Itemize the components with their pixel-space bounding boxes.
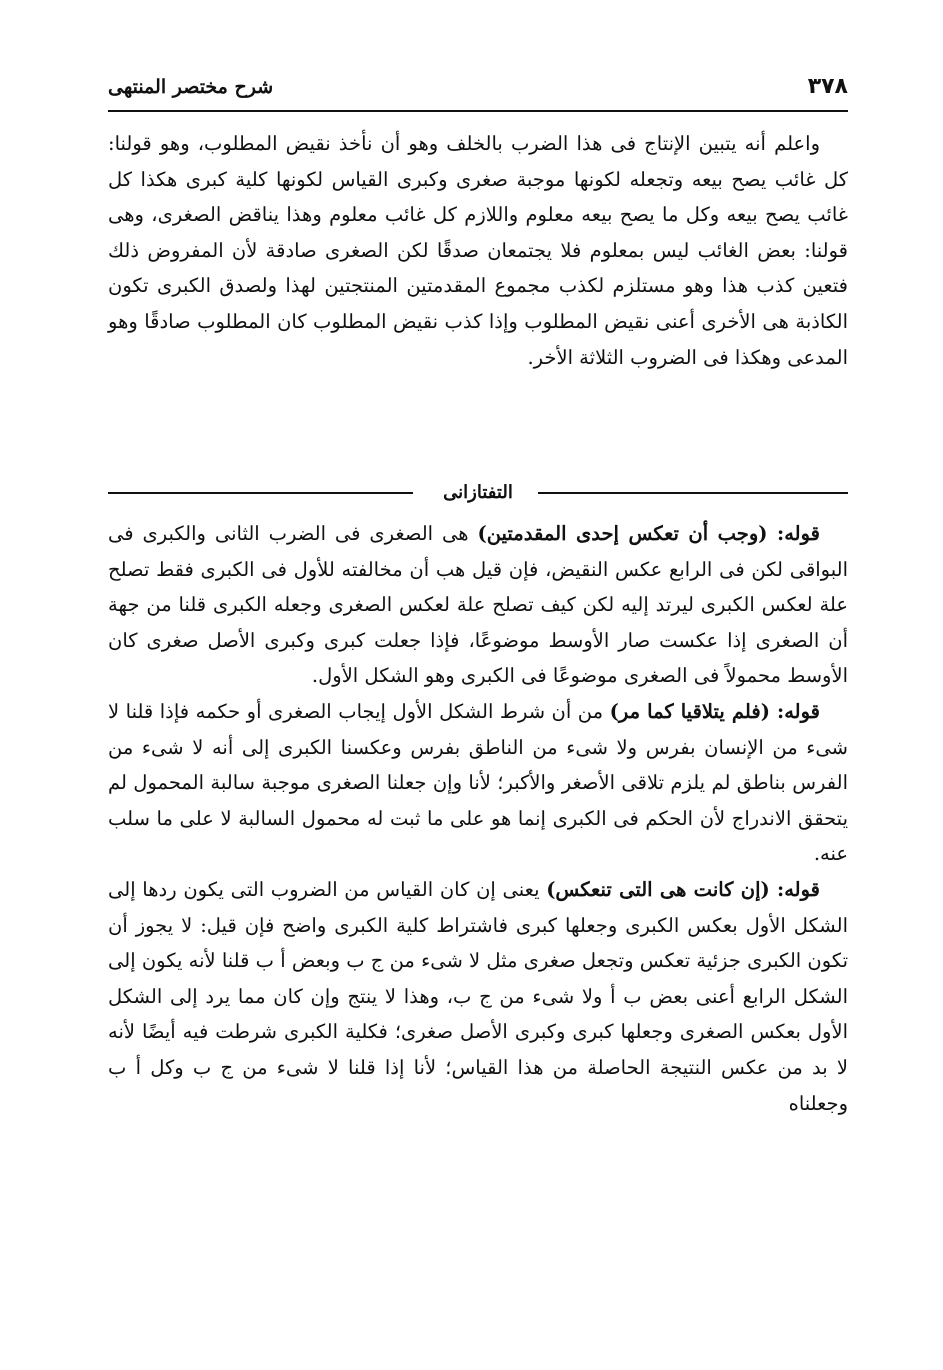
running-title: شرح مختصر المنتهى — [108, 76, 274, 98]
commentary-lead-3: قوله: (إن كانت هى التى تنعكس) — [546, 877, 820, 901]
divider-line-right — [538, 492, 848, 494]
commentary-paragraph-1 — [108, 516, 848, 694]
page-number: ٣٧٨ — [807, 74, 848, 99]
page-header — [108, 72, 848, 106]
commentary-text-3: يعنى إن كان القياس من الضروب التى يكون ردها إلى الشكل الأول بعكس الكبرى وجعلها كبرى فاشتراط كلية الكبرى واضح فإن قيل: لا يجوز أن تكون الكبرى جزئية تعكس وتجعل صغرى مثل لا شىء من ج ب وبعض أ ب قلنا لأنه يكون إلى الشكل الرابع أعنى بعض ب أ ولا شىء من ج ب، وهذا لا ينتج وإن كان مما يرد إلى الشكل الأول بعكس الصغرى وجعلها كبرى وكبرى الأصل صغرى؛ فكلية الكبرى شرطت فيه أيضًا لأنه لا بد من عكس النتيجة الحاصلة من هذا القياس؛ لأنا إذا قلنا لا شىء من ج ب وكل أ ب وجعلناه — [108, 877, 848, 1115]
commentary-lead-2: قوله: (فلم يتلاقيا كما مر) — [609, 699, 821, 723]
header-rule — [108, 110, 848, 112]
main-text-block — [108, 126, 848, 375]
main-paragraph: واعلم أنه يتبين الإنتاج فى هذا الضرب بالخلف وهو أن نأخذ نقيض المطلوب، وهو قولنا: كل غائب يصح بيعه وتجعله لكونها موجبة صغرى وكبرى القياس لكونها كلية كبرى هكذا كل غائب يصح بيعه وكل ما يصح بيعه معلوم واللازم كل غائب معلوم وهذا يناقض الصغرى، وهى قولنا: بعض الغائب ليس بمعلوم فلا يجتمعان صدقًا لكن الصغرى صادقة لأن المفروض ذلك فتعين كذب هذا وهو مستلزم لكذب مجموع المقدمتين المنتجتين لهذا ولصدق الكبرى تكون الكاذبة هى الأخرى أعنى نقيض المطلوب وإذا كذب نقيض المطلوب كان المطلوب صادقًا وهو المدعى وهكذا فى الضروب الثلاثة الأخر. — [108, 132, 848, 369]
section-divider — [108, 480, 848, 506]
divider-line-left — [108, 492, 413, 494]
commentary-paragraph-2 — [108, 694, 848, 872]
commentator-title: التفتازانى — [443, 482, 513, 503]
commentary-text-2: من أن شرط الشكل الأول إيجاب الصغرى أو حكمه فإذا قلنا لا شىء من الإنسان بفرس ولا شىء من الناطق بفرس وعكسنا الكبرى إلى أنه لا شىء من الفرس بناطق لم يلزم تلاقى الأصغر والأكبر؛ لأنا وإن جعلنا الصغرى موجبة سالبة المحمول لم يتحقق الاندراج لأن الحكم فى الكبرى إنما هو على ما ثبت له محمول السالبة لا على ما سلب عنه. — [108, 699, 848, 866]
commentary-lead-1: قوله: (وجب أن تعكس إحدى المقدمتين) — [477, 522, 820, 545]
commentary-block — [108, 516, 848, 1121]
commentary-paragraph-3 — [108, 872, 848, 1121]
commentary-text-1: هى الصغرى فى الضرب الثانى والكبرى فى البواقى لكن فى الرابع عكس النقيض، فإن قيل هب أن مخالفته للأول فى الكبرى فقط تصلح علة لعكس الكبرى ليرتد إليه لكن كيف تصلح علة لعكس الصغرى وجعله الكبرى قلنا من جهة أن الصغرى إذا عكست صار الأوسط موضوعًا، فإذا جعلت كبرى وكبرى الأصل صغرى كان الأوسط محمولاً فى الصغرى موضوعًا فى الكبرى وهو الشكل الأول. — [108, 522, 848, 688]
